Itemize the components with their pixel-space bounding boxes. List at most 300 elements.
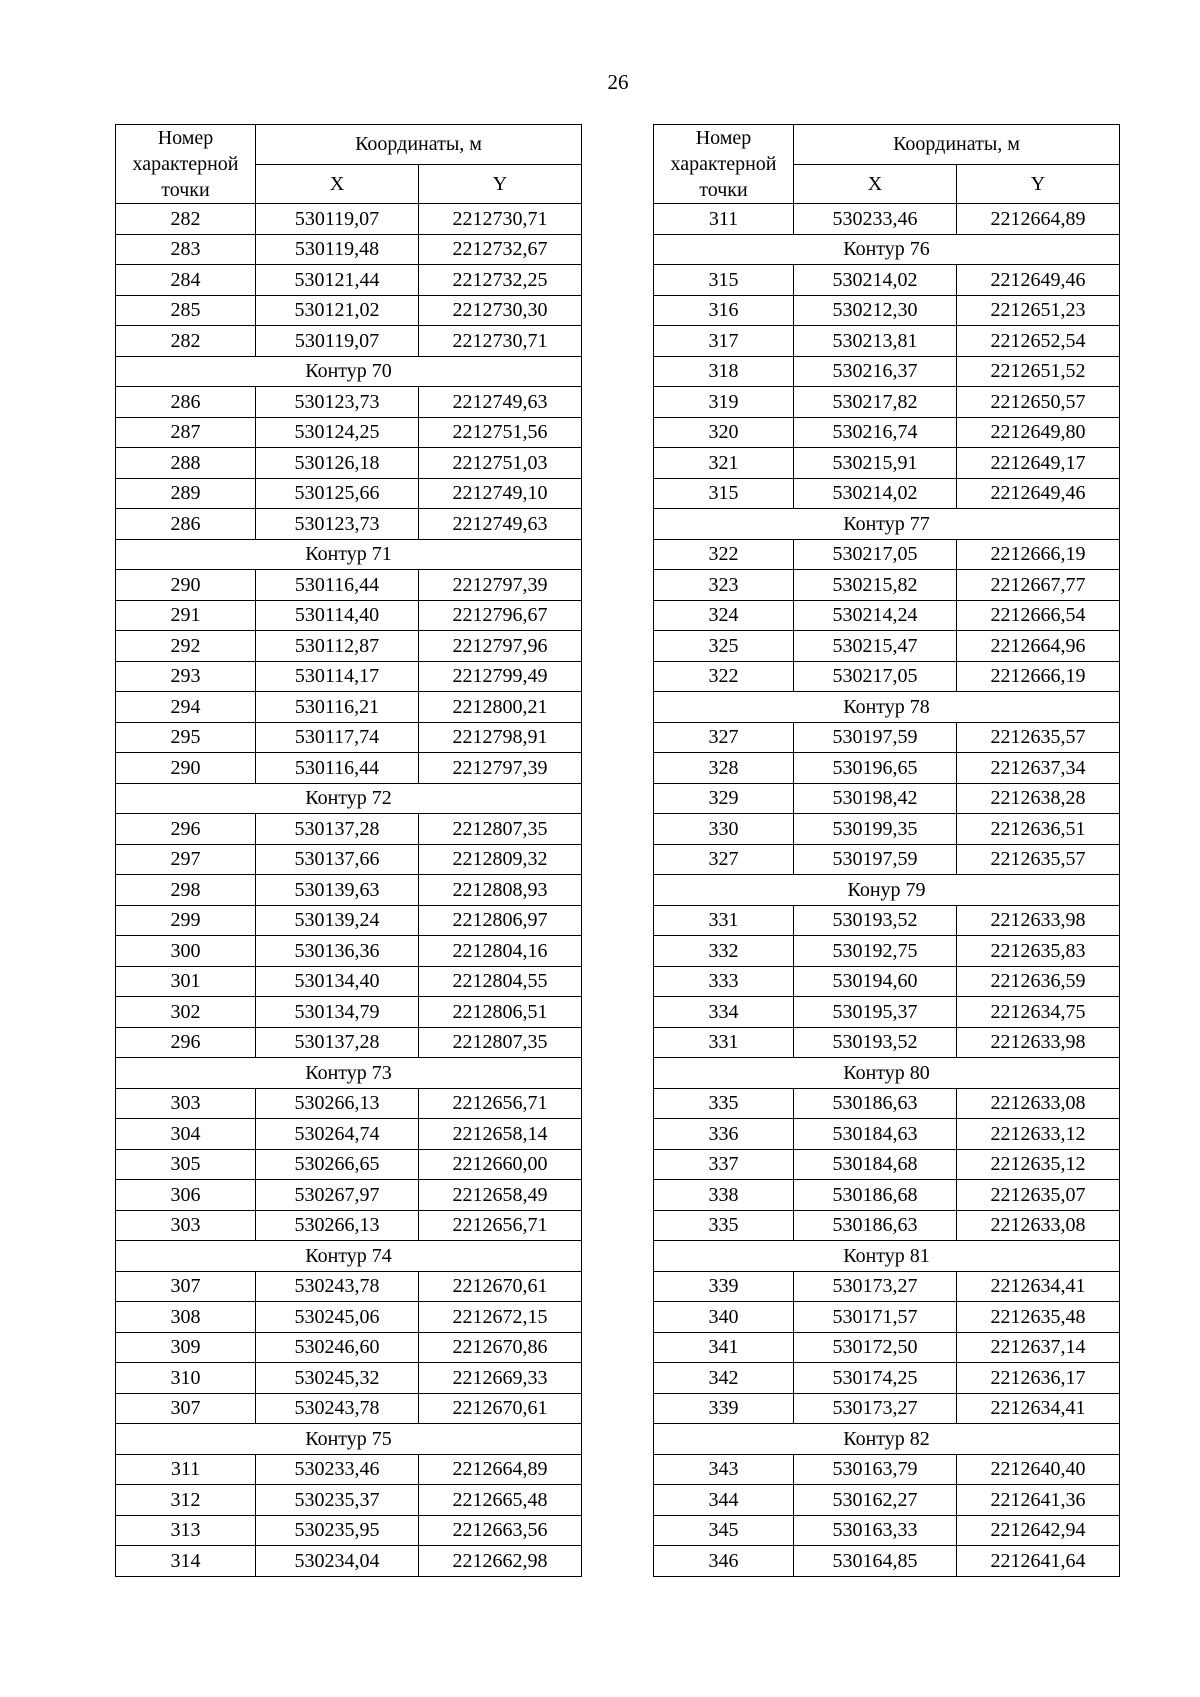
x-coordinate-cell: 530119,48 bbox=[256, 234, 419, 265]
x-coordinate-cell: 530186,63 bbox=[794, 1088, 957, 1119]
x-coordinate-cell: 530125,66 bbox=[256, 478, 419, 509]
table-row bbox=[654, 448, 1120, 479]
contour-label: Контур 74 bbox=[116, 1241, 582, 1272]
x-coordinate-cell: 530198,42 bbox=[794, 783, 957, 814]
y-coordinate-cell: 2212796,67 bbox=[419, 600, 582, 631]
table-row bbox=[116, 1515, 582, 1546]
x-coordinate-cell: 530137,66 bbox=[256, 844, 419, 875]
x-coordinate-cell: 530124,25 bbox=[256, 417, 419, 448]
table-row bbox=[654, 1027, 1120, 1058]
table-row bbox=[654, 1271, 1120, 1302]
x-coordinate-cell: 530266,65 bbox=[256, 1149, 419, 1180]
contour-label: Контур 82 bbox=[654, 1424, 1120, 1455]
x-coordinate-cell: 530186,63 bbox=[794, 1210, 957, 1241]
x-coordinate-cell: 530245,06 bbox=[256, 1302, 419, 1333]
table-row bbox=[654, 631, 1120, 662]
y-coordinate-cell: 2212651,23 bbox=[957, 295, 1120, 326]
x-coordinate-cell: 530114,17 bbox=[256, 661, 419, 692]
point-number-cell: 315 bbox=[654, 265, 794, 296]
point-number-cell: 338 bbox=[654, 1180, 794, 1211]
y-coordinate-cell: 2212670,61 bbox=[419, 1393, 582, 1424]
point-number-cell: 306 bbox=[116, 1180, 256, 1211]
y-coordinate-cell: 2212633,12 bbox=[957, 1119, 1120, 1150]
y-coordinate-cell: 2212649,17 bbox=[957, 448, 1120, 479]
contour-row bbox=[116, 783, 582, 814]
point-number-cell: 294 bbox=[116, 692, 256, 723]
point-number-cell: 307 bbox=[116, 1393, 256, 1424]
y-coordinate-cell: 2212806,51 bbox=[419, 997, 582, 1028]
point-number-cell: 322 bbox=[654, 539, 794, 570]
contour-row bbox=[654, 234, 1120, 265]
point-number-cell: 346 bbox=[654, 1546, 794, 1577]
point-number-cell: 292 bbox=[116, 631, 256, 662]
x-coordinate-cell: 530163,33 bbox=[794, 1515, 957, 1546]
y-coordinate-cell: 2212656,71 bbox=[419, 1088, 582, 1119]
point-number-cell: 315 bbox=[654, 478, 794, 509]
point-number-cell: 344 bbox=[654, 1485, 794, 1516]
table-body-right bbox=[654, 204, 1120, 1577]
x-coordinate-cell: 530217,05 bbox=[794, 539, 957, 570]
y-coordinate-cell: 2212666,19 bbox=[957, 539, 1120, 570]
table-row bbox=[116, 234, 582, 265]
table-body-left bbox=[116, 204, 582, 1577]
x-coordinate-cell: 530215,91 bbox=[794, 448, 957, 479]
x-coordinate-cell: 530214,02 bbox=[794, 478, 957, 509]
x-coordinate-cell: 530137,28 bbox=[256, 814, 419, 845]
point-number-cell: 329 bbox=[654, 783, 794, 814]
y-coordinate-cell: 2212749,63 bbox=[419, 509, 582, 540]
point-number-cell: 307 bbox=[116, 1271, 256, 1302]
table-row bbox=[116, 814, 582, 845]
coordinates-table-left bbox=[115, 124, 582, 1577]
x-coordinate-cell: 530243,78 bbox=[256, 1271, 419, 1302]
table-row bbox=[654, 814, 1120, 845]
x-coordinate-cell: 530199,35 bbox=[794, 814, 957, 845]
y-coordinate-cell: 2212642,94 bbox=[957, 1515, 1120, 1546]
point-number-cell: 318 bbox=[654, 356, 794, 387]
y-coordinate-cell: 2212804,55 bbox=[419, 966, 582, 997]
x-coordinate-cell: 530194,60 bbox=[794, 966, 957, 997]
x-coordinate-cell: 530164,85 bbox=[794, 1546, 957, 1577]
y-coordinate-cell: 2212804,16 bbox=[419, 936, 582, 967]
y-coordinate-cell: 2212663,56 bbox=[419, 1515, 582, 1546]
table-row bbox=[654, 356, 1120, 387]
table-row bbox=[654, 387, 1120, 418]
y-coordinate-cell: 2212650,57 bbox=[957, 387, 1120, 418]
point-number-cell: 285 bbox=[116, 295, 256, 326]
table-row bbox=[654, 1393, 1120, 1424]
table-row bbox=[116, 1210, 582, 1241]
point-number-cell: 310 bbox=[116, 1363, 256, 1394]
table-row bbox=[654, 326, 1120, 357]
x-coordinate-cell: 530217,05 bbox=[794, 661, 957, 692]
table-row bbox=[116, 1485, 582, 1516]
x-coordinate-cell: 530193,52 bbox=[794, 1027, 957, 1058]
x-coordinate-cell: 530126,18 bbox=[256, 448, 419, 479]
point-number-cell: 305 bbox=[116, 1149, 256, 1180]
table-row bbox=[654, 661, 1120, 692]
point-number-cell: 324 bbox=[654, 600, 794, 631]
x-coordinate-cell: 530184,63 bbox=[794, 1119, 957, 1150]
y-coordinate-cell: 2212641,64 bbox=[957, 1546, 1120, 1577]
x-coordinate-cell: 530119,07 bbox=[256, 326, 419, 357]
table-row bbox=[116, 1149, 582, 1180]
x-coordinate-cell: 530137,28 bbox=[256, 1027, 419, 1058]
table-row bbox=[654, 204, 1120, 235]
y-coordinate-cell: 2212666,54 bbox=[957, 600, 1120, 631]
contour-row bbox=[654, 509, 1120, 540]
point-number-cell: 335 bbox=[654, 1088, 794, 1119]
y-coordinate-cell: 2212636,17 bbox=[957, 1363, 1120, 1394]
x-coordinate-cell: 530214,24 bbox=[794, 600, 957, 631]
point-number-cell: 340 bbox=[654, 1302, 794, 1333]
table-row bbox=[116, 387, 582, 418]
point-number-cell: 295 bbox=[116, 722, 256, 753]
table-row bbox=[116, 753, 582, 784]
table-row bbox=[654, 570, 1120, 601]
table-row bbox=[654, 1546, 1120, 1577]
point-number-cell: 332 bbox=[654, 936, 794, 967]
y-coordinate-cell: 2212807,35 bbox=[419, 1027, 582, 1058]
table-row bbox=[654, 417, 1120, 448]
coordinates-header: Координаты, м bbox=[794, 125, 1120, 165]
point-number-cell: 286 bbox=[116, 509, 256, 540]
contour-label: Контур 77 bbox=[654, 509, 1120, 540]
table-row bbox=[116, 875, 582, 906]
point-number-cell: 299 bbox=[116, 905, 256, 936]
point-number-cell: 343 bbox=[654, 1454, 794, 1485]
table-row bbox=[654, 936, 1120, 967]
contour-row bbox=[116, 356, 582, 387]
y-coordinate-cell: 2212798,91 bbox=[419, 722, 582, 753]
point-number-cell: 282 bbox=[116, 204, 256, 235]
point-number-cell: 327 bbox=[654, 722, 794, 753]
point-number-cell: 301 bbox=[116, 966, 256, 997]
point-number-cell: 298 bbox=[116, 875, 256, 906]
contour-row bbox=[654, 692, 1120, 723]
point-number-header: Номер характерной точки bbox=[116, 125, 256, 204]
point-number-cell: 323 bbox=[654, 570, 794, 601]
x-coordinate-cell: 530184,68 bbox=[794, 1149, 957, 1180]
contour-row bbox=[116, 539, 582, 570]
y-coordinate-cell: 2212635,57 bbox=[957, 844, 1120, 875]
contour-label: Контур 78 bbox=[654, 692, 1120, 723]
table-row bbox=[116, 204, 582, 235]
y-coordinate-cell: 2212656,71 bbox=[419, 1210, 582, 1241]
point-number-cell: 330 bbox=[654, 814, 794, 845]
point-number-header: Номер характерной точки bbox=[654, 125, 794, 204]
x-coordinate-cell: 530119,07 bbox=[256, 204, 419, 235]
contour-label: Контур 73 bbox=[116, 1058, 582, 1089]
x-coordinate-cell: 530216,37 bbox=[794, 356, 957, 387]
table-row bbox=[116, 1454, 582, 1485]
x-coordinate-cell: 530174,25 bbox=[794, 1363, 957, 1394]
table-row bbox=[654, 1180, 1120, 1211]
point-number-cell: 331 bbox=[654, 1027, 794, 1058]
table-row bbox=[654, 1149, 1120, 1180]
x-coordinate-cell: 530243,78 bbox=[256, 1393, 419, 1424]
table-row bbox=[116, 1302, 582, 1333]
y-coordinate-cell: 2212652,54 bbox=[957, 326, 1120, 357]
y-coordinate-cell: 2212636,51 bbox=[957, 814, 1120, 845]
y-coordinate-cell: 2212749,63 bbox=[419, 387, 582, 418]
coordinates-table-right bbox=[653, 124, 1120, 1577]
y-coordinate-cell: 2212658,49 bbox=[419, 1180, 582, 1211]
table-row bbox=[116, 905, 582, 936]
y-coordinate-cell: 2212664,89 bbox=[419, 1454, 582, 1485]
x-coordinate-cell: 530234,04 bbox=[256, 1546, 419, 1577]
point-number-cell: 328 bbox=[654, 753, 794, 784]
table-row bbox=[116, 936, 582, 967]
table-row bbox=[654, 1515, 1120, 1546]
table-row bbox=[116, 265, 582, 296]
y-coordinate-cell: 2212637,34 bbox=[957, 753, 1120, 784]
point-number-cell: 289 bbox=[116, 478, 256, 509]
table-row bbox=[116, 1271, 582, 1302]
x-coordinate-cell: 530123,73 bbox=[256, 509, 419, 540]
point-number-cell: 341 bbox=[654, 1332, 794, 1363]
point-number-cell: 317 bbox=[654, 326, 794, 357]
x-coordinate-cell: 530233,46 bbox=[256, 1454, 419, 1485]
contour-label: Конур 79 bbox=[654, 875, 1120, 906]
table-row bbox=[654, 1210, 1120, 1241]
point-number-cell: 290 bbox=[116, 753, 256, 784]
point-number-cell: 290 bbox=[116, 570, 256, 601]
coordinates-header: Координаты, м bbox=[256, 125, 582, 165]
y-coordinate-cell: 2212797,39 bbox=[419, 570, 582, 601]
x-coordinate-cell: 530173,27 bbox=[794, 1271, 957, 1302]
x-coordinate-cell: 530114,40 bbox=[256, 600, 419, 631]
point-number-cell: 322 bbox=[654, 661, 794, 692]
x-coordinate-cell: 530162,27 bbox=[794, 1485, 957, 1516]
y-coordinate-cell: 2212670,86 bbox=[419, 1332, 582, 1363]
x-coordinate-cell: 530233,46 bbox=[794, 204, 957, 235]
table-row bbox=[116, 326, 582, 357]
point-number-cell: 284 bbox=[116, 265, 256, 296]
table-row bbox=[116, 1393, 582, 1424]
x-coordinate-cell: 530195,37 bbox=[794, 997, 957, 1028]
x-coordinate-cell: 530214,02 bbox=[794, 265, 957, 296]
point-number-cell: 283 bbox=[116, 234, 256, 265]
table-row bbox=[116, 631, 582, 662]
table-row bbox=[654, 753, 1120, 784]
table-row bbox=[654, 600, 1120, 631]
y-coordinate-cell: 2212730,71 bbox=[419, 326, 582, 357]
point-number-cell: 308 bbox=[116, 1302, 256, 1333]
point-number-cell: 302 bbox=[116, 997, 256, 1028]
x-coordinate-cell: 530116,21 bbox=[256, 692, 419, 723]
y-coordinate-cell: 2212732,25 bbox=[419, 265, 582, 296]
x-coordinate-cell: 530123,73 bbox=[256, 387, 419, 418]
contour-row bbox=[116, 1241, 582, 1272]
contour-row bbox=[654, 1424, 1120, 1455]
point-number-cell: 297 bbox=[116, 844, 256, 875]
x-coordinate-cell: 530139,24 bbox=[256, 905, 419, 936]
y-coordinate-cell: 2212751,56 bbox=[419, 417, 582, 448]
y-coordinate-cell: 2212649,46 bbox=[957, 478, 1120, 509]
y-coordinate-cell: 2212799,49 bbox=[419, 661, 582, 692]
point-number-cell: 345 bbox=[654, 1515, 794, 1546]
table-row bbox=[654, 1332, 1120, 1363]
y-coordinate-cell: 2212633,08 bbox=[957, 1088, 1120, 1119]
x-coordinate-cell: 530246,60 bbox=[256, 1332, 419, 1363]
y-coordinate-cell: 2212635,12 bbox=[957, 1149, 1120, 1180]
y-coordinate-cell: 2212797,39 bbox=[419, 753, 582, 784]
point-number-cell: 337 bbox=[654, 1149, 794, 1180]
x-coordinate-cell: 530163,79 bbox=[794, 1454, 957, 1485]
table-row bbox=[116, 1180, 582, 1211]
table-row bbox=[116, 295, 582, 326]
point-number-cell: 313 bbox=[116, 1515, 256, 1546]
y-coordinate-cell: 2212633,98 bbox=[957, 905, 1120, 936]
x-coordinate-cell: 530245,32 bbox=[256, 1363, 419, 1394]
table-row bbox=[116, 478, 582, 509]
y-coordinate-cell: 2212730,30 bbox=[419, 295, 582, 326]
table-row bbox=[116, 692, 582, 723]
x-coordinate-cell: 530197,59 bbox=[794, 844, 957, 875]
x-coordinate-cell: 530171,57 bbox=[794, 1302, 957, 1333]
y-coordinate-cell: 2212658,14 bbox=[419, 1119, 582, 1150]
table-row bbox=[654, 997, 1120, 1028]
point-number-cell: 309 bbox=[116, 1332, 256, 1363]
table-row bbox=[654, 966, 1120, 997]
contour-row bbox=[654, 875, 1120, 906]
x-coordinate-cell: 530212,30 bbox=[794, 295, 957, 326]
y-coordinate-cell: 2212670,61 bbox=[419, 1271, 582, 1302]
contour-label: Контур 70 bbox=[116, 356, 582, 387]
table-row bbox=[654, 1485, 1120, 1516]
point-number-cell: 296 bbox=[116, 814, 256, 845]
y-coordinate-cell: 2212749,10 bbox=[419, 478, 582, 509]
y-coordinate-cell: 2212807,35 bbox=[419, 814, 582, 845]
contour-label: Контур 72 bbox=[116, 783, 582, 814]
x-coordinate-cell: 530173,27 bbox=[794, 1393, 957, 1424]
y-coordinate-cell: 2212732,67 bbox=[419, 234, 582, 265]
point-number-cell: 327 bbox=[654, 844, 794, 875]
x-header: X bbox=[256, 164, 419, 204]
table-row bbox=[116, 997, 582, 1028]
y-coordinate-cell: 2212635,07 bbox=[957, 1180, 1120, 1211]
x-coordinate-cell: 530112,87 bbox=[256, 631, 419, 662]
table-row bbox=[654, 478, 1120, 509]
table-row bbox=[654, 1088, 1120, 1119]
x-coordinate-cell: 530134,40 bbox=[256, 966, 419, 997]
point-number-cell: 287 bbox=[116, 417, 256, 448]
point-number-cell: 288 bbox=[116, 448, 256, 479]
point-number-cell: 282 bbox=[116, 326, 256, 357]
point-number-cell: 311 bbox=[116, 1454, 256, 1485]
x-coordinate-cell: 530217,82 bbox=[794, 387, 957, 418]
point-number-cell: 342 bbox=[654, 1363, 794, 1394]
x-coordinate-cell: 530197,59 bbox=[794, 722, 957, 753]
y-coordinate-cell: 2212730,71 bbox=[419, 204, 582, 235]
y-coordinate-cell: 2212797,96 bbox=[419, 631, 582, 662]
x-coordinate-cell: 530193,52 bbox=[794, 905, 957, 936]
table-row bbox=[116, 600, 582, 631]
x-coordinate-cell: 530213,81 bbox=[794, 326, 957, 357]
y-coordinate-cell: 2212633,98 bbox=[957, 1027, 1120, 1058]
x-coordinate-cell: 530121,44 bbox=[256, 265, 419, 296]
contour-row bbox=[654, 1241, 1120, 1272]
table-row bbox=[654, 295, 1120, 326]
y-coordinate-cell: 2212664,89 bbox=[957, 204, 1120, 235]
point-number-cell: 339 bbox=[654, 1393, 794, 1424]
point-number-cell: 300 bbox=[116, 936, 256, 967]
y-coordinate-cell: 2212667,77 bbox=[957, 570, 1120, 601]
y-coordinate-cell: 2212649,46 bbox=[957, 265, 1120, 296]
x-header: X bbox=[794, 164, 957, 204]
contour-row bbox=[116, 1058, 582, 1089]
contour-row bbox=[116, 1424, 582, 1455]
point-number-cell: 339 bbox=[654, 1271, 794, 1302]
table-row bbox=[116, 509, 582, 540]
x-coordinate-cell: 530117,74 bbox=[256, 722, 419, 753]
table-row bbox=[654, 1302, 1120, 1333]
x-coordinate-cell: 530186,68 bbox=[794, 1180, 957, 1211]
y-coordinate-cell: 2212662,98 bbox=[419, 1546, 582, 1577]
table-row bbox=[116, 661, 582, 692]
contour-label: Контур 71 bbox=[116, 539, 582, 570]
x-coordinate-cell: 530116,44 bbox=[256, 570, 419, 601]
y-coordinate-cell: 2212640,40 bbox=[957, 1454, 1120, 1485]
x-coordinate-cell: 530235,37 bbox=[256, 1485, 419, 1516]
table-row bbox=[654, 265, 1120, 296]
point-number-cell: 334 bbox=[654, 997, 794, 1028]
y-coordinate-cell: 2212666,19 bbox=[957, 661, 1120, 692]
table-row bbox=[654, 844, 1120, 875]
table-row bbox=[116, 966, 582, 997]
y-header: Y bbox=[957, 164, 1120, 204]
table-row bbox=[654, 905, 1120, 936]
point-number-cell: 304 bbox=[116, 1119, 256, 1150]
y-coordinate-cell: 2212651,52 bbox=[957, 356, 1120, 387]
x-coordinate-cell: 530192,75 bbox=[794, 936, 957, 967]
y-coordinate-cell: 2212660,00 bbox=[419, 1149, 582, 1180]
contour-label: Контур 75 bbox=[116, 1424, 582, 1455]
y-coordinate-cell: 2212634,41 bbox=[957, 1271, 1120, 1302]
y-coordinate-cell: 2212634,75 bbox=[957, 997, 1120, 1028]
point-number-cell: 336 bbox=[654, 1119, 794, 1150]
y-coordinate-cell: 2212636,59 bbox=[957, 966, 1120, 997]
table-row bbox=[654, 1363, 1120, 1394]
y-coordinate-cell: 2212751,03 bbox=[419, 448, 582, 479]
x-coordinate-cell: 530264,74 bbox=[256, 1119, 419, 1150]
point-number-cell: 303 bbox=[116, 1088, 256, 1119]
point-number-cell: 319 bbox=[654, 387, 794, 418]
y-header: Y bbox=[419, 164, 582, 204]
contour-row bbox=[654, 1058, 1120, 1089]
table-row bbox=[116, 1119, 582, 1150]
point-number-cell: 321 bbox=[654, 448, 794, 479]
x-coordinate-cell: 530267,97 bbox=[256, 1180, 419, 1211]
table-row bbox=[116, 1088, 582, 1119]
point-number-cell: 311 bbox=[654, 204, 794, 235]
y-coordinate-cell: 2212635,57 bbox=[957, 722, 1120, 753]
point-number-cell: 331 bbox=[654, 905, 794, 936]
y-coordinate-cell: 2212633,08 bbox=[957, 1210, 1120, 1241]
point-number-cell: 296 bbox=[116, 1027, 256, 1058]
x-coordinate-cell: 530134,79 bbox=[256, 997, 419, 1028]
y-coordinate-cell: 2212800,21 bbox=[419, 692, 582, 723]
y-coordinate-cell: 2212665,48 bbox=[419, 1485, 582, 1516]
y-coordinate-cell: 2212637,14 bbox=[957, 1332, 1120, 1363]
point-number-cell: 303 bbox=[116, 1210, 256, 1241]
y-coordinate-cell: 2212638,28 bbox=[957, 783, 1120, 814]
point-number-cell: 312 bbox=[116, 1485, 256, 1516]
table-row bbox=[654, 783, 1120, 814]
x-coordinate-cell: 530136,36 bbox=[256, 936, 419, 967]
y-coordinate-cell: 2212806,97 bbox=[419, 905, 582, 936]
